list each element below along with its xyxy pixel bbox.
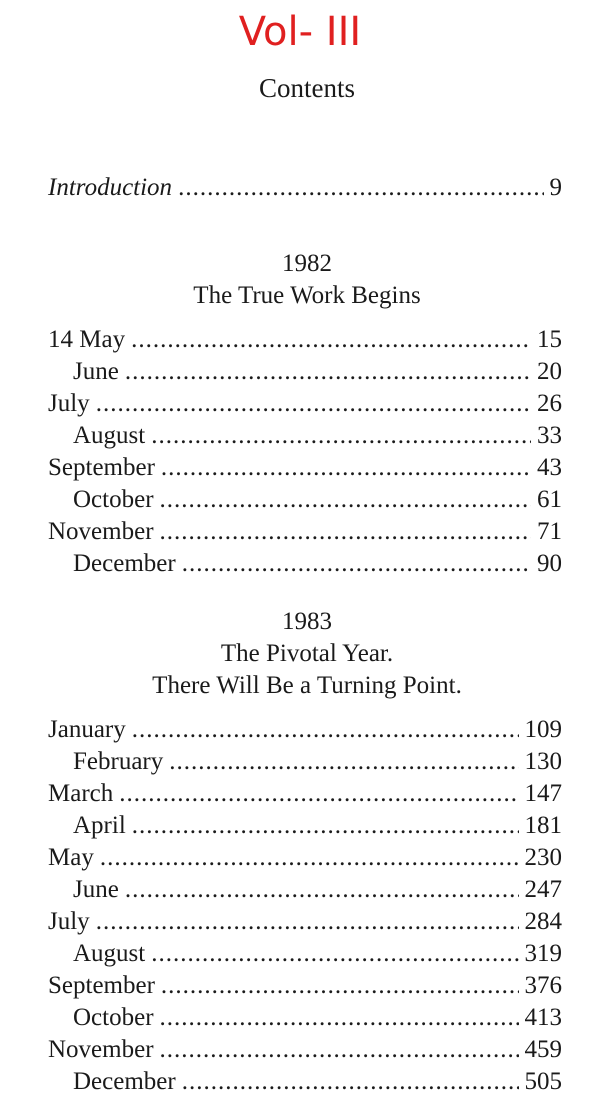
entry-page: 90 (537, 550, 562, 577)
entry-label: Introduction (48, 174, 173, 201)
toc-entry[interactable] (73, 483, 562, 517)
leader-dots (160, 515, 531, 549)
entry-page: 61 (537, 486, 562, 513)
entry-label: November (48, 1036, 154, 1063)
entry-label: 14 May (48, 326, 126, 353)
toc-entry[interactable] (48, 387, 562, 421)
leader-dots (178, 171, 543, 205)
toc-entry[interactable] (73, 419, 562, 453)
toc-entry[interactable] (73, 809, 562, 843)
toc-entry[interactable] (48, 841, 562, 875)
entry-page: 15 (537, 326, 562, 353)
entry-label: September (48, 972, 155, 999)
entry-label: February (73, 748, 164, 775)
section-year: 1982 (282, 250, 332, 277)
entry-label: November (48, 518, 154, 545)
entry-label: July (48, 390, 90, 417)
toc-entry[interactable] (73, 745, 562, 779)
leader-dots (161, 969, 519, 1003)
toc-entry[interactable] (73, 547, 562, 581)
section-subtitle: There Will Be a Turning Point. (152, 672, 462, 699)
contents-title: Contents (258, 73, 355, 103)
leader-dots (125, 873, 519, 907)
entry-page: 130 (524, 748, 562, 775)
entry-label: September (48, 454, 155, 481)
leader-dots (182, 547, 531, 581)
toc-entry[interactable] (73, 1001, 562, 1035)
entry-page: 181 (524, 812, 562, 839)
entry-label: October (73, 486, 154, 513)
toc-entry[interactable] (73, 355, 562, 389)
section-year: 1983 (282, 608, 332, 635)
entry-label: August (73, 422, 146, 449)
toc-entry[interactable] (48, 969, 562, 1003)
entry-label: March (48, 780, 114, 807)
leader-dots (131, 323, 531, 357)
entry-label: June (73, 358, 119, 385)
entry-page: 33 (537, 422, 562, 449)
leader-dots (151, 419, 531, 453)
entry-label: July (48, 908, 90, 935)
entry-label: October (73, 1004, 154, 1031)
leader-dots (169, 745, 518, 779)
entry-page: 247 (524, 876, 562, 903)
entry-page: 71 (537, 518, 562, 545)
toc-entry[interactable] (73, 1065, 562, 1099)
entry-label: January (48, 716, 126, 743)
section-subtitle: The True Work Begins (193, 282, 421, 309)
entry-label: August (73, 940, 146, 967)
entry-page: 413 (524, 1004, 562, 1031)
entry-label: April (73, 812, 126, 839)
entry-page: 319 (524, 940, 562, 967)
entry-page: 9 (549, 174, 562, 201)
leader-dots (132, 713, 519, 747)
leader-dots (96, 387, 531, 421)
entry-page: 284 (524, 908, 562, 935)
leader-dots (132, 809, 519, 843)
entry-page: 147 (524, 780, 562, 807)
leader-dots (96, 905, 519, 939)
entry-page: 26 (537, 390, 562, 417)
leader-dots (125, 355, 531, 389)
entry-label: May (48, 844, 94, 871)
entry-page: 376 (524, 972, 562, 999)
entry-label: June (73, 876, 119, 903)
toc-entry[interactable] (48, 1033, 562, 1067)
section-subtitle: The Pivotal Year. (220, 640, 394, 667)
toc-entry[interactable] (48, 905, 562, 939)
leader-dots (182, 1065, 519, 1099)
toc-entry[interactable] (48, 777, 562, 811)
entry-label: December (73, 1068, 176, 1095)
leader-dots (151, 937, 518, 971)
toc-entry[interactable] (48, 323, 562, 357)
entry-page: 109 (524, 716, 562, 743)
toc-entry[interactable] (73, 873, 562, 907)
entry-page: 20 (537, 358, 562, 385)
entry-label: December (73, 550, 176, 577)
leader-dots (160, 483, 531, 517)
toc-entry-introduction[interactable] (48, 171, 562, 205)
entry-page: 459 (524, 1036, 562, 1063)
leader-dots (119, 777, 518, 811)
leader-dots (160, 1033, 519, 1067)
leader-dots (100, 841, 519, 875)
entry-page: 230 (524, 844, 562, 871)
leader-dots (161, 451, 531, 485)
entry-page: 505 (524, 1068, 562, 1095)
toc-entry[interactable] (73, 937, 562, 971)
toc-entry[interactable] (48, 515, 562, 549)
toc-entry[interactable] (48, 713, 562, 747)
leader-dots (160, 1001, 519, 1035)
volume-title: Vol- III (238, 9, 362, 55)
toc-entry[interactable] (48, 451, 562, 485)
entry-page: 43 (537, 454, 562, 481)
